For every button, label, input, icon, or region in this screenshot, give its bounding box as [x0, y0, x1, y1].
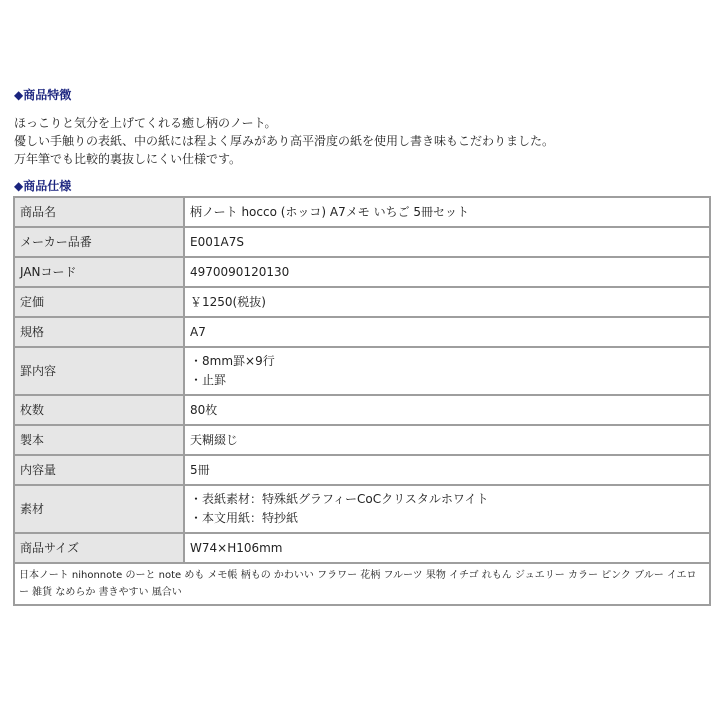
spec-value-line: ・止罫 [190, 373, 227, 387]
spec-label: 枚数 [14, 395, 184, 425]
spec-value: 5冊 [184, 455, 710, 485]
spec-row-price [14, 287, 710, 317]
spec-value: A7 [184, 317, 710, 347]
features-description [14, 114, 714, 168]
spec-value: 天糊綴じ [184, 425, 710, 455]
features-heading: ◆商品特徴 [14, 88, 72, 102]
spec-heading: ◆商品仕様 [14, 179, 72, 193]
spec-row-binding [14, 425, 710, 455]
spec-value [184, 347, 710, 395]
spec-row-quantity [14, 455, 710, 485]
spec-row-material [14, 485, 710, 533]
spec-row-keywords [14, 563, 710, 605]
spec-row-ruling [14, 347, 710, 395]
spec-value-line: ・8mm罫×9行 [190, 354, 275, 368]
description-line-2: 優しい手触りの表紙、中の紙には程よく厚みがあり高平滑度の紙を使用し書き味もこだわりました。 [14, 134, 555, 148]
spec-row-product-name [14, 197, 710, 227]
spec-value: 4970090120130 [184, 257, 710, 287]
spec-value-line: ・表紙素材：特殊紙グラフィーCoCクリスタルホワイト [190, 492, 489, 506]
spec-label: 規格 [14, 317, 184, 347]
spec-value-line: ・本文用紙：特抄紙 [190, 511, 299, 525]
spec-label: 商品サイズ [14, 533, 184, 563]
spec-table [13, 196, 711, 606]
spec-label: 罫内容 [14, 347, 184, 395]
spec-row-maker-code [14, 227, 710, 257]
spec-label: 定価 [14, 287, 184, 317]
spec-value: 80枚 [184, 395, 710, 425]
spec-label: 素材 [14, 485, 184, 533]
spec-value: 柄ノート hocco (ホッコ) A7メモ いちご 5冊セット [184, 197, 710, 227]
description-line-1: ほっこりと気分を上げてくれる癒し柄のノート。 [14, 116, 277, 130]
description-line-3: 万年筆でも比較的裏抜しにくい仕様です。 [14, 152, 242, 166]
spec-label: JANコード [14, 257, 184, 287]
spec-label: 製本 [14, 425, 184, 455]
spec-label: 内容量 [14, 455, 184, 485]
spec-label: 商品名 [14, 197, 184, 227]
spec-value: W74×H106mm [184, 533, 710, 563]
keywords-text: 日本ノート nihonnote のーと note めも メモ帳 柄もの かわいい フラワー 花柄 フルーツ 果物 イチゴ れもん ジュエリー カラー ピンク ブルー イエロー 雑貨 なめらか 書きやすい 風合い [14, 563, 710, 605]
spec-row-jan-code [14, 257, 710, 287]
spec-row-sheet-count [14, 395, 710, 425]
spec-label: メーカー品番 [14, 227, 184, 257]
spec-value: E001A7S [184, 227, 710, 257]
spec-row-standard [14, 317, 710, 347]
spec-value: ￥1250(税抜) [184, 287, 710, 317]
spec-row-size [14, 533, 710, 563]
spec-value [184, 485, 710, 533]
